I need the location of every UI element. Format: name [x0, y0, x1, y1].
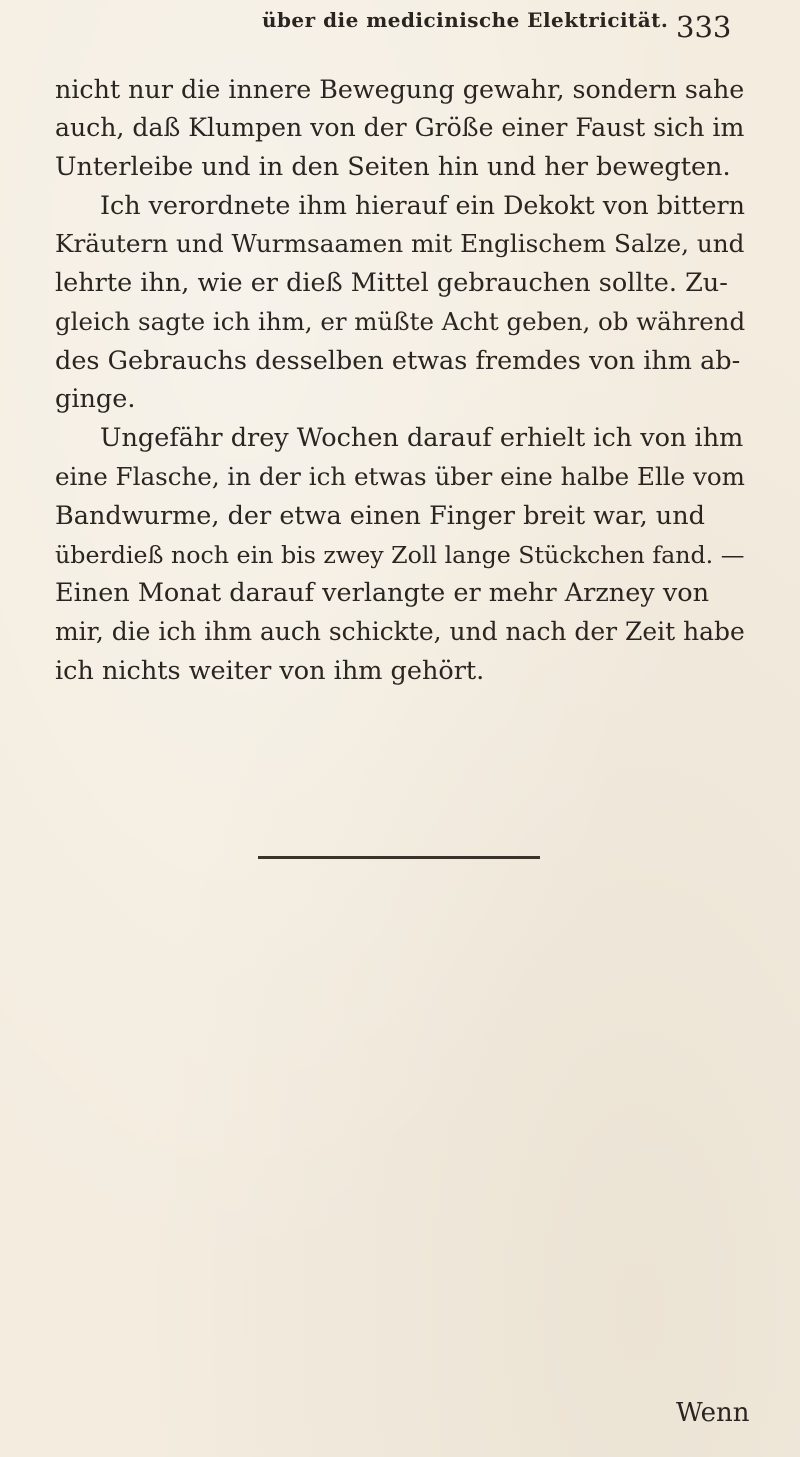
text-line: auch, daß Klumpen von der Größe einer Faust sich im — [55, 112, 745, 142]
paragraph — [55, 70, 745, 186]
paragraph — [55, 419, 745, 691]
text-line: Ungefähr drey Wochen darauf erhielt ich von ihm — [100, 423, 744, 454]
text-line: des Gebrauchs desselben etwas fremdes von ihm ab- — [55, 345, 741, 376]
text-line: Bandwurme, der etwa einen Finger breit war, und — [55, 500, 705, 531]
text-line: nicht nur die innere Bewegung gewahr, sondern sahe — [55, 74, 745, 104]
text-line: gleich sagte ich ihm, er müßte Acht geben, ob während — [55, 306, 746, 336]
page-number: 333 — [676, 10, 732, 44]
text-line: Unterleibe und in den Seiten hin und her bewegten. — [55, 151, 731, 182]
body-text — [55, 70, 745, 691]
text-line: Einen Monat darauf verlangte er mehr Arzney von — [55, 578, 709, 609]
catchword: Wenn — [676, 1398, 750, 1428]
text-line: eine Flasche, in der ich etwas über eine halbe Elle vom — [55, 461, 745, 491]
text-line: Kräutern und Wurmsaamen mit Englischem Salze, und — [55, 229, 745, 259]
running-head — [0, 6, 800, 52]
running-head-title: über die medicinische Elektricität. — [262, 8, 669, 32]
text-line: überdieß noch ein bis zwey Zoll lange Stückchen fand. — — [55, 540, 745, 569]
text-line: mir, die ich ihm auch schickte, und nach der Zeit habe — [55, 617, 745, 647]
text-line: lehrte ihn, wie er dieß Mittel gebrauchen sollte. Zu- — [55, 267, 728, 298]
text-line: ginge. — [55, 384, 136, 415]
section-end-rule — [258, 856, 540, 859]
text-line: Ich verordnete ihm hierauf ein Dekokt von bittern — [100, 190, 745, 221]
text-line: ich nichts weiter von ihm gehört. — [55, 655, 485, 686]
paragraph — [55, 186, 745, 419]
